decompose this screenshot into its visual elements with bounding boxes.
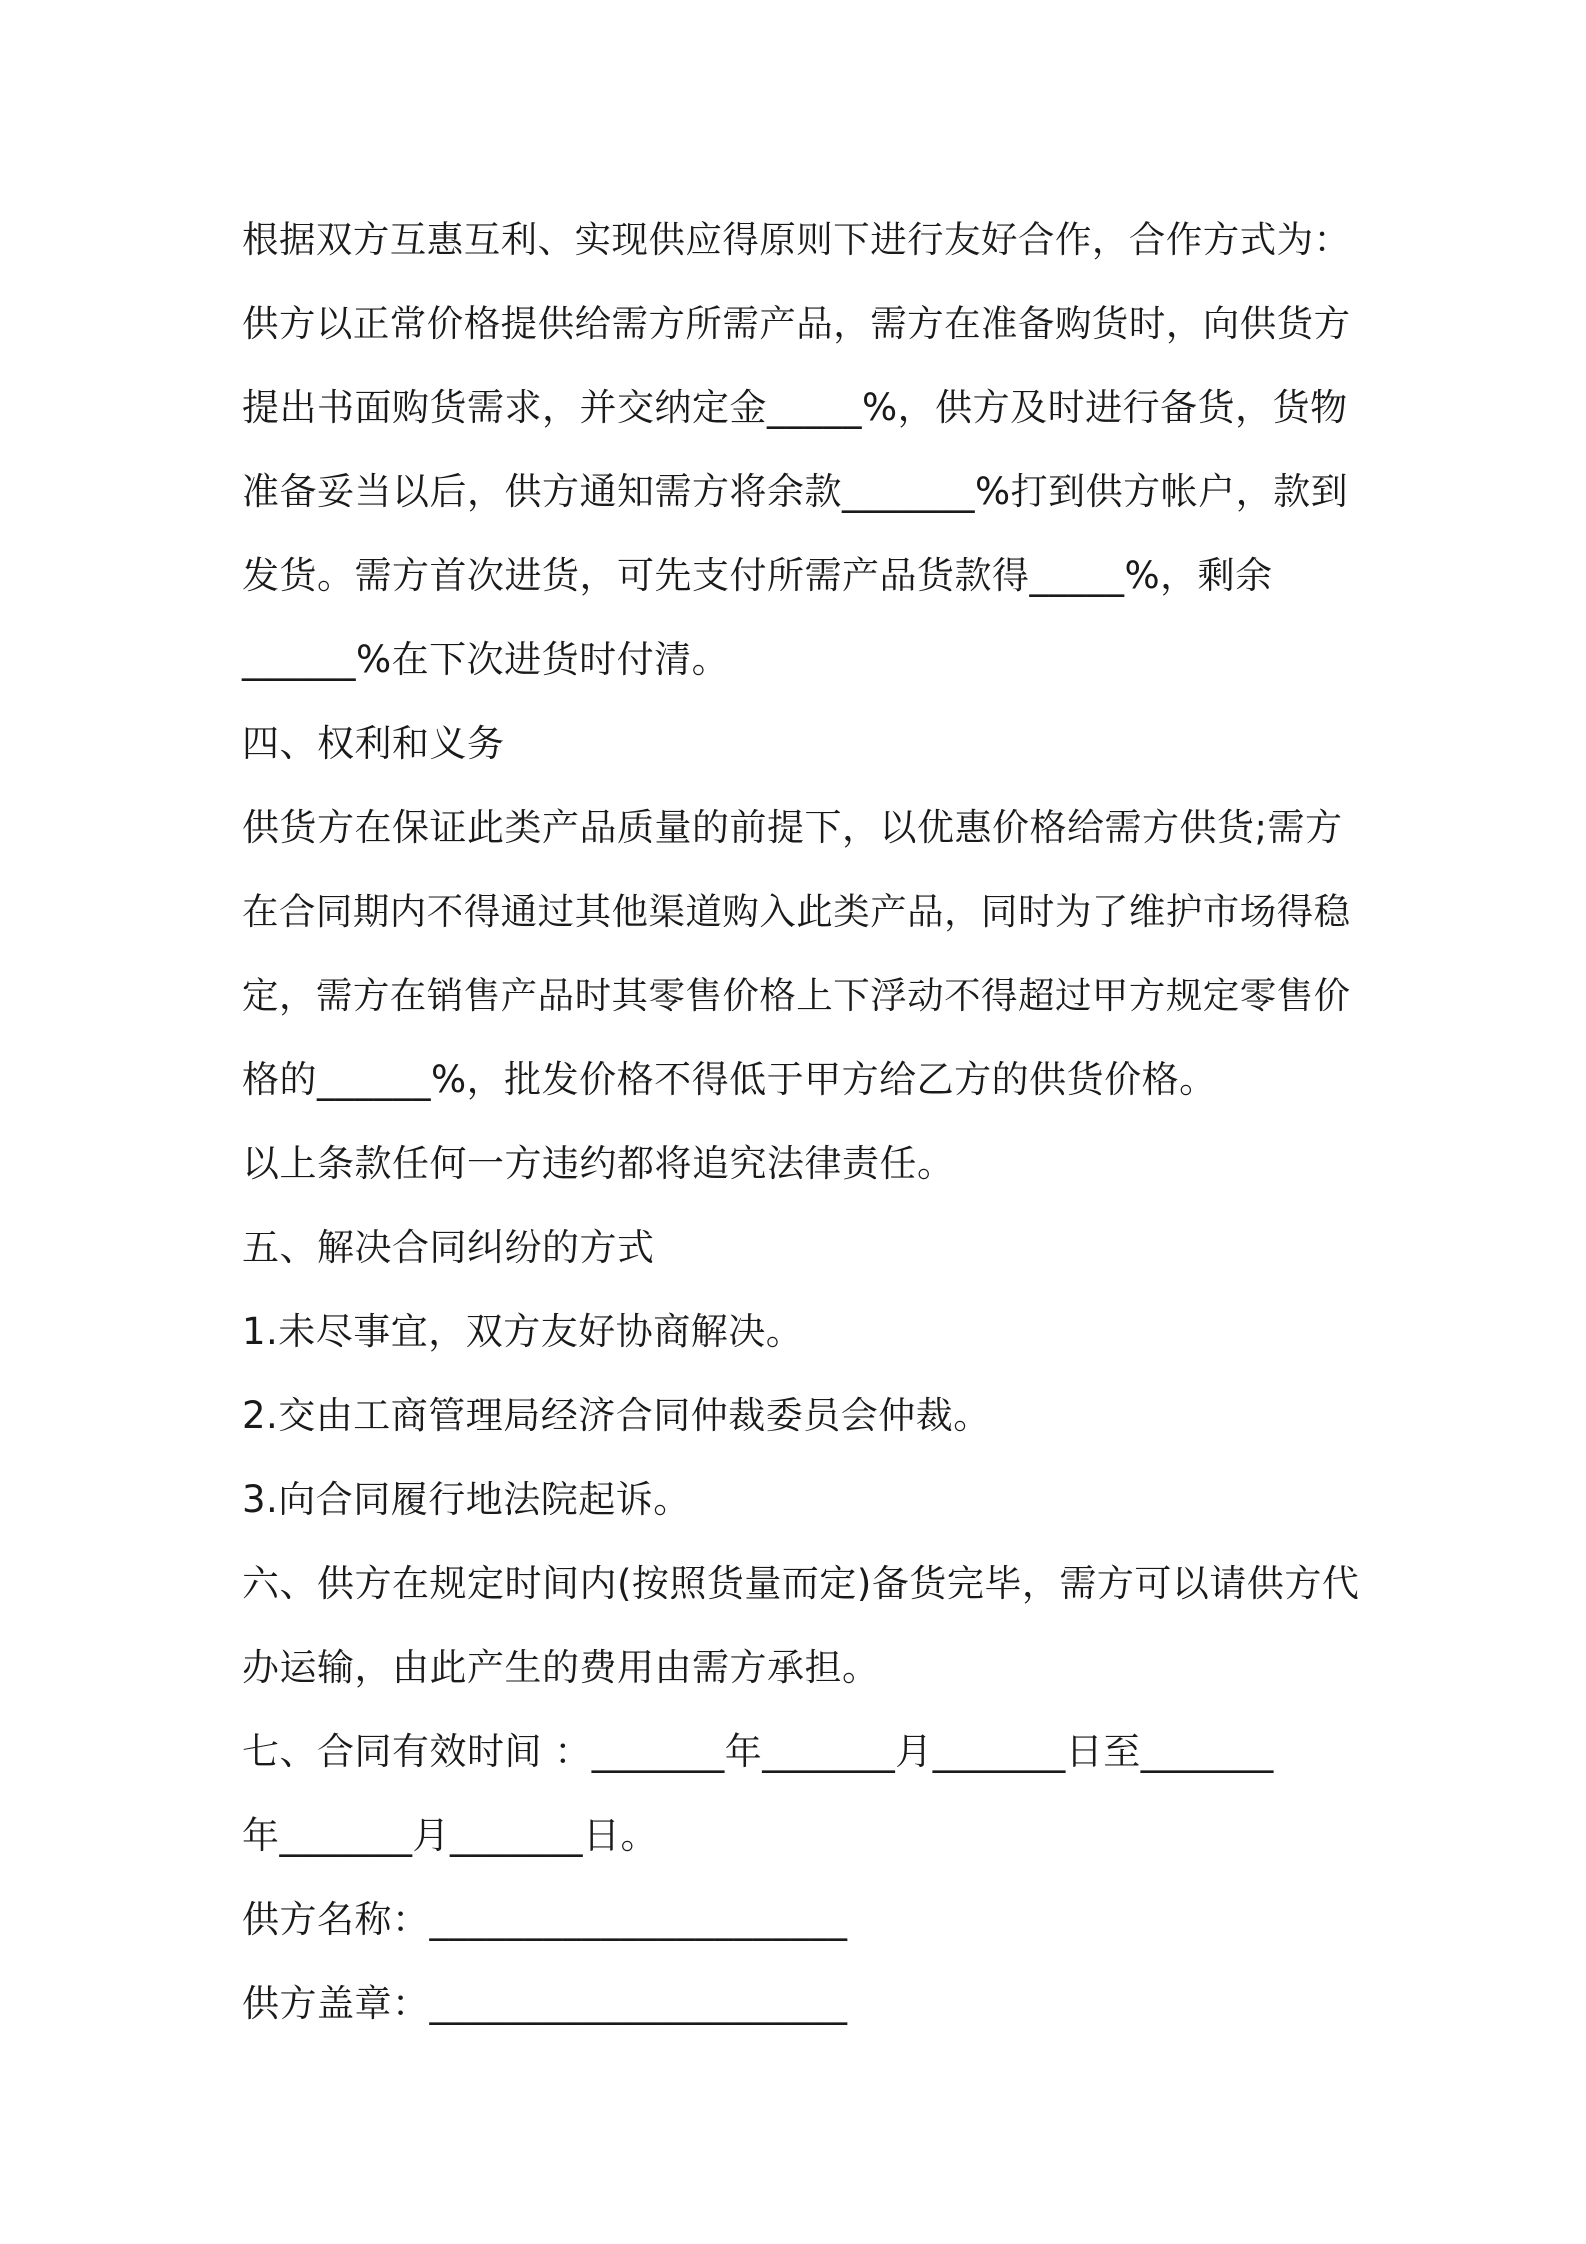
- section-heading-validity-period: 七、合同有效时间 ：_______年_______月_______日至_______: [242, 1730, 1274, 1773]
- list-item: 1.未尽事宜，双方友好协商解决。: [242, 1310, 804, 1353]
- paragraph-line: 发货。需方首次进货，可先支付所需产品货款得_____%，剩余: [242, 554, 1273, 597]
- section-heading-rights-obligations: 四、权利和义务: [242, 722, 505, 765]
- paragraph-line: 办运输，由此产生的费用由需方承担。: [242, 1646, 880, 1689]
- paragraph-line: 供货方在保证此类产品质量的前提下，以优惠价格给需方供货;需方: [242, 806, 1343, 849]
- supplier-seal-field: 供方盖章：______________________: [242, 1982, 848, 2025]
- paragraph-line: 在合同期内不得通过其他渠道购入此类产品，同时为了维护市场得稳: [242, 890, 1351, 933]
- document-body: [242, 198, 1362, 2046]
- paragraph-line: 以上条款任何一方违约都将追究法律责任。: [242, 1142, 955, 1185]
- list-item: 2.交由工商管理局经济合同仲裁委员会仲裁。: [242, 1394, 991, 1437]
- paragraph-line: 准备妥当以后，供方通知需方将余款_______%打到供方帐户，款到: [242, 470, 1349, 513]
- paragraph-line: 供方以正常价格提供给需方所需产品，需方在准备购货时，向供货方: [242, 302, 1351, 345]
- section-heading-delivery: 六、供方在规定时间内(按照货量而定)备货完毕，需方可以请供方代: [242, 1562, 1360, 1605]
- section-heading-dispute-resolution: 五、解决合同纠纷的方式: [242, 1226, 655, 1269]
- paragraph-line: 年_______月_______日。: [242, 1814, 658, 1857]
- paragraph-line: 定，需方在销售产品时其零售价格上下浮动不得超过甲方规定零售价: [242, 974, 1351, 1017]
- supplier-name-field: 供方名称：______________________: [242, 1898, 848, 1941]
- paragraph-line: 提出书面购货需求，并交纳定金_____%，供方及时进行备货，货物: [242, 386, 1348, 429]
- paragraph-line: ______%在下次进货时付清。: [242, 638, 730, 681]
- list-item: 3.向合同履行地法院起诉。: [242, 1478, 691, 1521]
- paragraph-line: 格的______%，批发价格不得低于甲方给乙方的供货价格。: [242, 1058, 1217, 1101]
- paragraph-line: 根据双方互惠互利、实现供应得原则下进行友好合作，合作方式为：: [242, 218, 1351, 261]
